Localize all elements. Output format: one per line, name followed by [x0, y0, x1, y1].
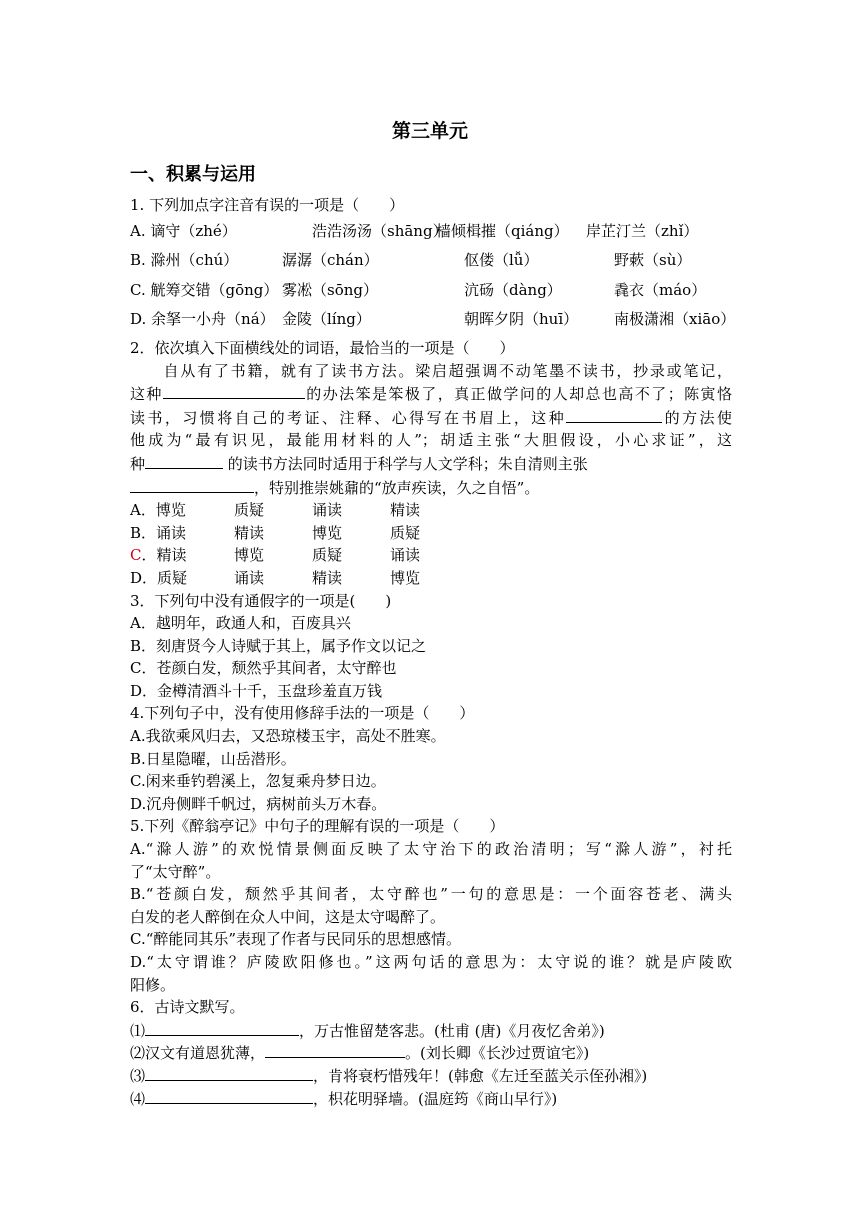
fill-blank	[145, 1087, 313, 1104]
q1-option-item: 金陵（líng）	[282, 310, 371, 329]
fill-blank	[566, 406, 662, 423]
q6-item-4: ⑷ ，枳花明驿墙。(温庭筠《商山早行》)	[130, 1087, 732, 1110]
q2-passage-line: 自从有了书籍，就有了读书方法。梁启超强调不动笔墨不读书，抄录或笔记，	[130, 361, 732, 380]
q5-option-d-cont: 阳修。	[130, 975, 176, 994]
q2-option-word: 质疑	[390, 523, 421, 542]
q1-option-item: D. 余拏一小舟（ná）	[130, 310, 275, 329]
q4-option-c: C.闲来垂钓碧溪上，忽复乘舟梦日边。	[130, 772, 386, 791]
q1-option-item: 野蔌（sù）	[614, 251, 692, 270]
q6-item-3: ⑶ ，肯将衰朽惜残年！(韩愈《左迁至蓝关示侄孙湘》)	[130, 1064, 732, 1087]
q3-stem: 3．下列句中没有通假字的一项是( )	[130, 591, 392, 610]
q1-stem: 1. 下列加点字注音有误的一项是（ ）	[130, 196, 405, 214]
q1-option-item: 朝晖夕阴（huī）	[464, 310, 579, 329]
q1-option-item: 伛偻（lǚ）	[464, 251, 539, 270]
q3-option-a: A．越明年，政通人和，百废具兴	[130, 614, 351, 633]
q2-option-word: 精读	[390, 501, 421, 520]
q1-option-item: 毳衣（máo）	[614, 280, 707, 299]
q2-option-word: A．博览	[130, 501, 186, 520]
q2-option-word: 诵读	[312, 501, 343, 520]
q1-option-item: 浩浩汤汤（shāng）	[312, 221, 448, 240]
q1-option-item: 岸芷汀兰（zhǐ）	[586, 221, 699, 240]
q3-option-b: B．刻唐贤今人诗赋于其上，属予作文以记之	[130, 636, 427, 655]
q2-option-row	[130, 522, 732, 545]
fill-blank	[145, 1019, 299, 1036]
q1-option-item: A. 谪守（zhé）	[130, 221, 237, 240]
q6-item-2: ⑵汉文有道恩犹薄， 。(刘长卿《长沙过贾谊宅》)	[130, 1041, 732, 1064]
q1-option-row	[130, 305, 736, 335]
q2-option-word: 精读	[234, 523, 265, 542]
q2-option-word: 诵读	[390, 546, 421, 565]
q2-passage	[130, 360, 732, 500]
page-title: 第三单元	[391, 120, 468, 142]
q1-option-item: 沆砀（dàng）	[464, 280, 562, 299]
q2-option-word: 质疑	[312, 546, 343, 565]
q4-option-d: D.沉舟侧畔千帆过，病树前头万木春。	[130, 794, 387, 813]
fill-blank	[130, 476, 254, 493]
q2-passage-line: ，特别推崇姚鼐的“放声疾读，久之自悟”。	[130, 476, 732, 500]
q1-option-item: 雾凇（sōng）	[282, 280, 378, 299]
q2-option-word: 精读	[312, 568, 343, 587]
section-heading: 一、积累与运用	[130, 164, 256, 185]
q1-option-item: C. 觥筹交错（gōng）	[130, 280, 279, 299]
q1-option-row	[130, 217, 732, 247]
fill-blank	[265, 1041, 405, 1058]
q2-passage-line: 种 的读书方法同时适用于科学与人文学科；朱自清则主张	[130, 452, 732, 476]
q5-option-b-cont: 白发的老人醉倒在众人中间，这是太守喝醉了。	[130, 907, 446, 926]
q1-option-item: 潺潺（chán）	[282, 251, 379, 270]
q2-passage-line: 读书，习惯将自己的考证、注释、心得写在书眉上，这种 的方法使	[130, 406, 732, 430]
q2-option-word: 诵读	[234, 568, 265, 587]
q2-option-row	[130, 499, 732, 522]
q1-option-row	[130, 246, 732, 276]
q2-option-word: 博览	[234, 546, 265, 565]
q5-option-a-cont: 了“太守醉”。	[130, 862, 221, 881]
question-list	[130, 194, 736, 1109]
q1-options	[130, 217, 736, 335]
q2-option-row	[130, 567, 732, 590]
q5-option-a: A.“滁人游”的欢悦情景侧面反映了太守治下的政治清明；写“滁人游”，衬托	[130, 840, 732, 859]
q2-option-word: B．诵读	[130, 523, 187, 542]
q4-option-b: B.日星隐曜，山岳潜形。	[130, 749, 296, 768]
q2-passage-line: 他成为“最有识见，最能用材料的人”；胡适主张“大胆假设，小心求证”，这	[130, 431, 732, 450]
q5-options	[130, 838, 732, 996]
q6-stem: 6．古诗文默写。	[130, 998, 245, 1017]
fill-blank	[163, 382, 305, 399]
q2-option-word: 博览	[390, 568, 421, 587]
q2-options	[130, 499, 732, 589]
q3-option-d: D．金樽清酒斗十千，玉盘珍羞直万钱	[130, 681, 383, 700]
fill-blank	[145, 452, 223, 469]
q6-item-1: ⑴ ，万古惟留楚客悲。(杜甫 (唐)《月夜忆舍弟》)	[130, 1019, 732, 1042]
q4-stem: 4.下列句子中，没有使用修辞手法的一项是（ ）	[130, 704, 475, 723]
q1-option-item: 南极潇湘（xiāo）	[614, 310, 736, 329]
q5-option-d: D.“太守谓谁？庐陵欧阳修也。”这两句话的意思为：太守说的谁？就是庐陵欧	[130, 953, 732, 971]
q2-option-word: C．精读	[130, 546, 187, 565]
q3-option-c: C．苍颜白发，颓然乎其间者，太守醉也	[130, 659, 397, 678]
q2-option-row	[130, 544, 732, 567]
q1-option-item: B. 滁州（chú）	[130, 251, 239, 270]
q5-stem: 5.下列《醉翁亭记》中句子的理解有误的一项是（ ）	[130, 817, 505, 836]
q5-option-c: C.“醉能同其乐”表现了作者与民同乐的思想感情。	[130, 930, 462, 949]
fill-blank	[145, 1064, 313, 1081]
q2-passage-line: 这种 的办法笨是笨极了，真正做学问的人却总也高不了；陈寅恪	[130, 382, 732, 406]
q4-option-a: A.我欲乘风归去，又恐琼楼玉宇，高处不胜寒。	[130, 727, 446, 746]
q1-option-item: 樯倾楫摧（qiáng）	[436, 221, 569, 240]
q2-option-word: 质疑	[234, 501, 265, 520]
q2-option-word: D．质疑	[130, 568, 188, 587]
q2-stem: 2．依次填入下面横线处的词语，最恰当的一项是（ ）	[130, 338, 515, 357]
q1-option-row	[130, 276, 732, 306]
q5-option-b: B.“苍颜白发，颓然乎其间者，太守醉也”一句的意思是：一个面容苍老、满头	[130, 885, 732, 904]
q2-option-word: 博览	[312, 523, 343, 542]
